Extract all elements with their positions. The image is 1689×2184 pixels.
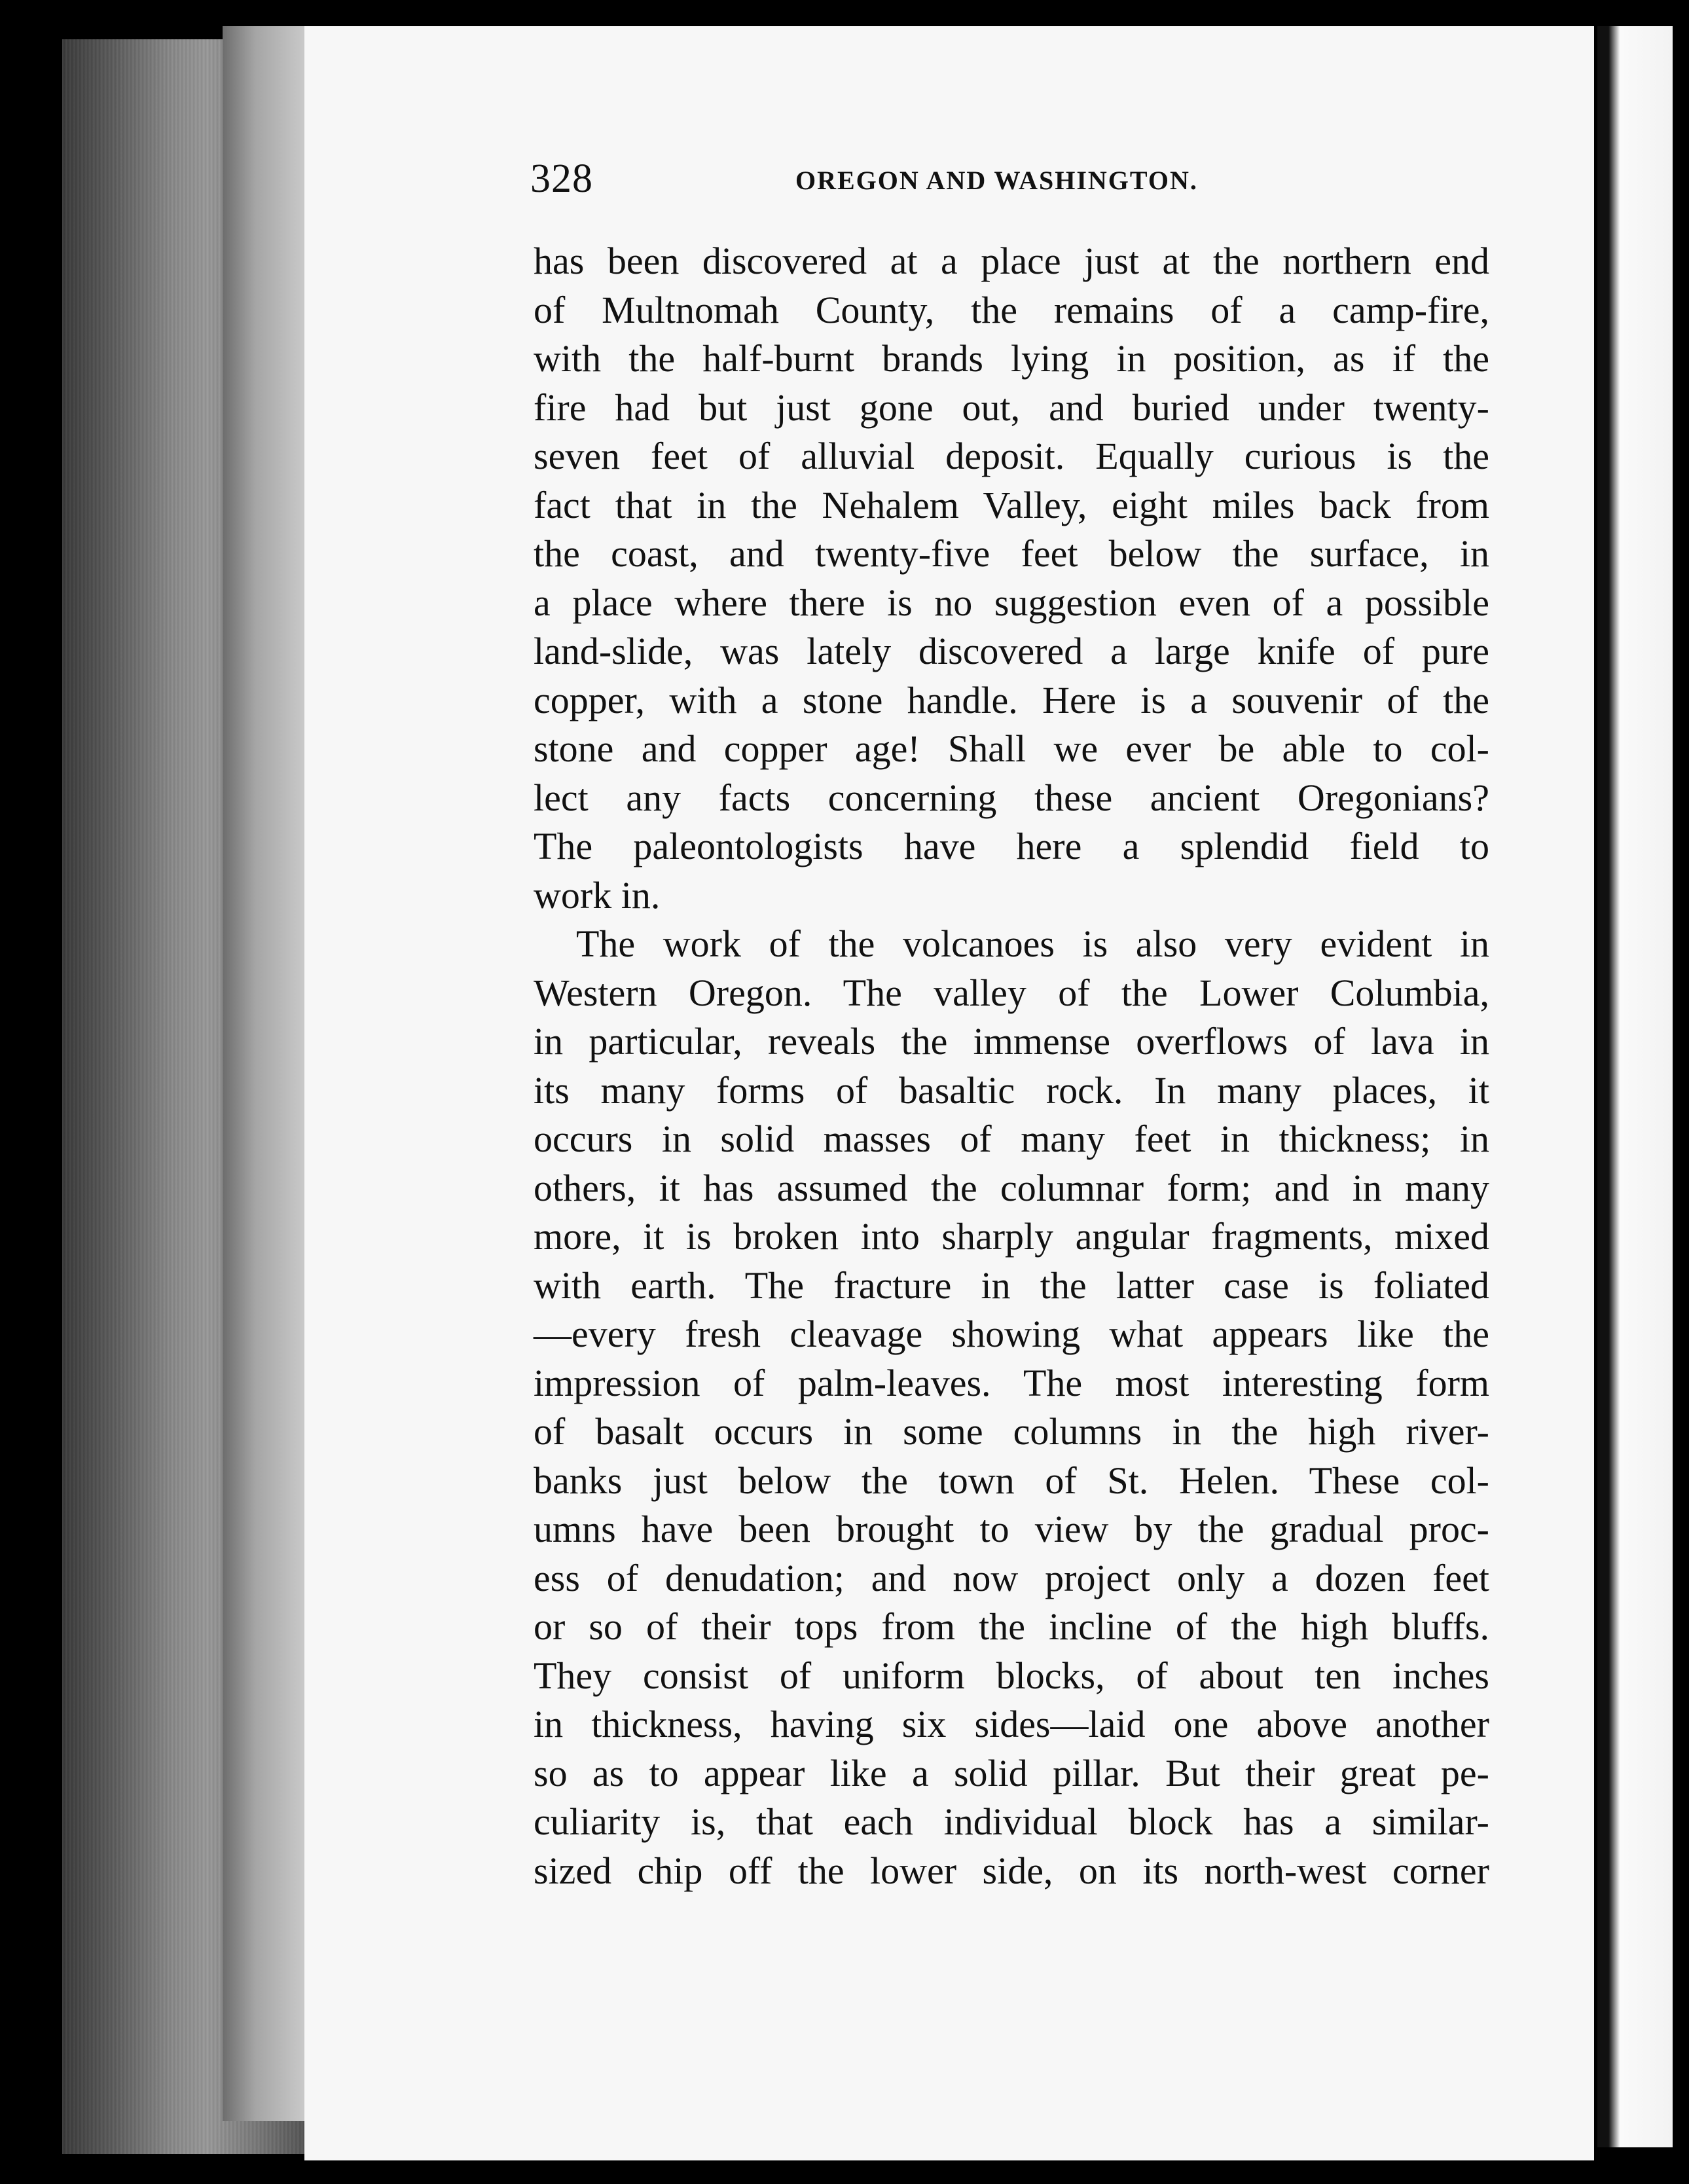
book-gutter	[223, 26, 304, 2121]
facing-page-edge	[1597, 26, 1673, 2147]
text-line: the coast, and twenty-five feet below the surface, in	[534, 532, 1489, 575]
text-line: lect any facts concerning these ancient Oregonians?	[534, 776, 1489, 819]
text-line: so as to appear like a solid pillar. But their great pe-	[534, 1751, 1489, 1794]
text-line: fire had but just gone out, and buried under twenty-	[534, 386, 1489, 429]
text-line: with earth. The fracture in the latter case is foliated	[534, 1264, 1489, 1307]
text-line: occurs in solid masses of many feet in thickness; in	[534, 1118, 1489, 1160]
page-header	[530, 156, 1496, 208]
text-line: The paleontologists have here a splendid field to	[534, 825, 1489, 867]
text-line: or so of their tops from the incline of the high bluffs.	[534, 1605, 1489, 1648]
running-head: OREGON AND WASHINGTON.	[795, 166, 1198, 195]
text-line: impression of palm-leaves. The most interesting form	[534, 1361, 1489, 1404]
text-line: Western Oregon. The valley of the Lower Columbia,	[534, 971, 1489, 1014]
text-line: stone and copper age! Shall we ever be able to col-	[534, 727, 1489, 770]
text-line: in thickness, having six sides—laid one above another	[534, 1703, 1489, 1745]
text-line: a place where there is no suggestion even of a possible	[534, 581, 1489, 624]
text-line: fact that in the Nehalem Valley, eight miles back from	[534, 483, 1489, 526]
text-line: umns have been brought to view by the gradual proc-	[534, 1508, 1489, 1550]
text-line: of basalt occurs in some columns in the high river-	[534, 1410, 1489, 1453]
paragraph-last-line: work in.	[534, 873, 661, 917]
text-line: land-slide, was lately discovered a large knife of pure	[534, 630, 1489, 672]
page-number: 328	[530, 156, 593, 201]
text-line: seven feet of alluvial deposit. Equally curious is the	[534, 435, 1489, 477]
text-line: its many forms of basaltic rock. In many places, it	[534, 1068, 1489, 1112]
text-line: more, it is broken into sharply angular fragments, mixed	[534, 1215, 1489, 1258]
text-line: They consist of uniform blocks, of about ten inches	[534, 1654, 1489, 1697]
body-text	[534, 237, 1489, 1895]
text-line: culiarity is, that each individual block has a similar-	[534, 1800, 1489, 1843]
text-line: of Multnomah County, the remains of a camp-fire,	[534, 288, 1489, 331]
paragraph-first-line: The work of the volcanoes is also very evident in	[576, 922, 1489, 965]
text-line: ess of denudation; and now project only a dozen feet	[534, 1556, 1489, 1599]
text-line: has been discovered at a place just at the northern end	[534, 240, 1489, 282]
text-line: —every fresh cleavage showing what appears like the	[534, 1313, 1489, 1355]
text-line: copper, with a stone handle. Here is a souvenir of the	[534, 678, 1489, 721]
text-line: sized chip off the lower side, on its north-west corner	[534, 1849, 1489, 1892]
text-line: others, it has assumed the columnar form; and in many	[534, 1166, 1489, 1209]
text-line: banks just below the town of St. Helen. These col-	[534, 1459, 1489, 1502]
text-line: in particular, reveals the immense overflows of lava in	[534, 1020, 1489, 1063]
text-line: with the half-burnt brands lying in position, as if the	[534, 337, 1489, 380]
